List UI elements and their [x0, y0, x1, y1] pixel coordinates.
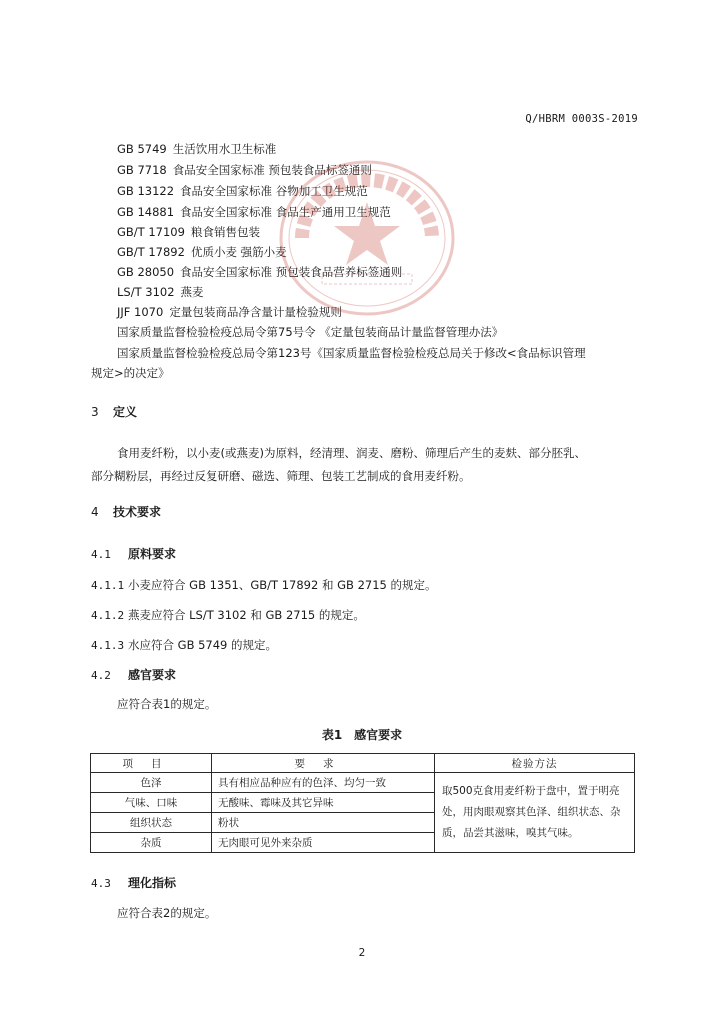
reference-code: GB 13122: [117, 184, 175, 198]
section-heading: [91, 403, 137, 420]
cell-requirement: 粉状: [212, 813, 435, 833]
table-header-row: [91, 754, 635, 773]
decree-continuation: 规定>的决定》: [91, 366, 170, 380]
table-row: [91, 773, 635, 793]
clause-text: 小麦应符合 GB 1351、GB/T 17892 和 GB 2715 的规定。: [128, 578, 437, 592]
reference-code: JJF 1070: [117, 305, 164, 319]
reference-title: 食品安全国家标准 食品生产通用卫生规范: [180, 205, 391, 219]
subsection-heading: [91, 666, 176, 683]
reference-code: GB 7718: [117, 163, 167, 177]
document-id: Q/HBRM 0003S-2019: [525, 113, 638, 125]
reference-item: [117, 244, 287, 260]
table-title: 感官要求: [354, 728, 403, 742]
subsection-heading: [91, 545, 176, 562]
decree-item: 国家质量监督检验检疫总局令第75号令 《定量包装商品计量监督管理办法》: [117, 325, 504, 339]
cell-requirement: 无酸味、霉味及其它异味: [212, 793, 435, 813]
header-item: 项目: [91, 754, 212, 773]
reference-code: GB 14881: [117, 205, 175, 219]
cell-item: 气味、口味: [91, 793, 212, 813]
reference-title: 食品安全国家标准 谷物加工卫生规范: [180, 184, 368, 198]
clause: [91, 637, 277, 653]
reference-title: 燕麦: [180, 285, 204, 299]
sensory-requirements-table: [90, 753, 635, 853]
reference-item: [117, 284, 204, 300]
clause: [91, 607, 365, 623]
reference-item: [117, 183, 368, 199]
table-caption: [0, 726, 724, 743]
reference-item: [117, 141, 276, 157]
subsection-title: 理化指标: [128, 876, 177, 890]
header-requirement: 要求: [212, 754, 435, 773]
section-title: 定义: [113, 405, 138, 419]
subsection-heading: [91, 874, 176, 891]
reference-item: [117, 204, 391, 220]
body-text: 应符合表1的规定。: [117, 697, 217, 711]
subsection-title: 感官要求: [128, 668, 177, 682]
cell-requirement: 无肉眼可见外来杂质: [212, 833, 435, 853]
subsection-number: 4.2: [91, 669, 111, 682]
section-title: 技术要求: [113, 505, 162, 519]
decree-item: 国家质量监督检验检疫总局令第123号《国家质量监督检验检疫总局关于修改<食品标识管理: [117, 346, 586, 360]
subsection-number: 4.1: [91, 548, 111, 561]
section-number: 4: [91, 505, 99, 519]
table-label: 表1: [321, 728, 343, 742]
clause-number: 4.1.2: [91, 609, 125, 622]
section-heading: [91, 503, 161, 520]
clause: [91, 577, 437, 593]
cell-requirement: 具有相应品种应有的色泽、均匀一致: [212, 773, 435, 793]
reference-code: GB 5749: [117, 142, 167, 156]
definition-paragraph: [91, 441, 636, 465]
cell-method: 取500克食用麦纤粉于盘中，置于明亮处，用肉眼观察其色泽、组织状态、杂质，品尝其滋味，嗅其气味。: [435, 773, 635, 853]
subsection-title: 原料要求: [128, 547, 177, 561]
subsection-number: 4.3: [91, 877, 111, 890]
reference-title: 食品安全国家标准 预包装食品标签通则: [172, 163, 372, 177]
clause-number: 4.1.3: [91, 639, 125, 652]
reference-code: GB 28050: [117, 265, 175, 279]
paragraph-line: 食用麦纤粉，以小麦(或燕麦)为原料，经清理、润麦、磨粉、筛理后产生的麦麸、部分胚乳、: [117, 446, 586, 460]
header-method: 检验方法: [435, 754, 635, 773]
paragraph-line: 部分糊粉层，再经过反复研磨、磁选、筛理、包装工艺制成的食用麦纤粉。: [91, 469, 471, 483]
reference-title: 定量包装商品净含量计量检验规则: [169, 305, 342, 319]
cell-item: 组织状态: [91, 813, 212, 833]
clause-text: 水应符合 GB 5749 的规定。: [128, 638, 278, 652]
reference-code: GB/T 17109: [117, 225, 185, 239]
page-number: 2: [358, 947, 366, 959]
definition-paragraph-continued: [91, 464, 636, 488]
clause-text: 燕麦应符合 LS/T 3102 和 GB 2715 的规定。: [128, 608, 365, 622]
reference-item: [117, 162, 372, 178]
body-text: 应符合表2的规定。: [117, 906, 217, 920]
reference-title: 食品安全国家标准 预包装食品营养标签通则: [180, 265, 403, 279]
reference-item: [117, 224, 260, 240]
reference-item: [117, 264, 402, 280]
reference-code: LS/T 3102: [117, 285, 175, 299]
cell-item: 杂质: [91, 833, 212, 853]
reference-title: 生活饮用水卫生标准: [172, 142, 277, 156]
section-number: 3: [91, 405, 99, 419]
cell-item: 色泽: [91, 773, 212, 793]
clause-number: 4.1.1: [91, 579, 125, 592]
reference-code: GB/T 17892: [117, 245, 185, 259]
reference-title: 优质小麦 强筋小麦: [190, 245, 287, 259]
reference-item: [117, 304, 342, 320]
reference-title: 粮食销售包装: [190, 225, 260, 239]
